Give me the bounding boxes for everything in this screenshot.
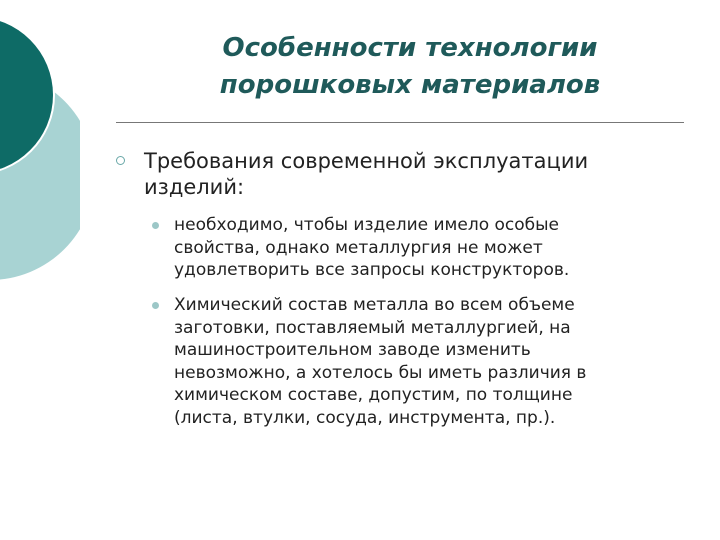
title-line-1: Особенности технологии — [222, 33, 598, 63]
main-bullet-line-1: Требования современной эксплуатации — [144, 149, 589, 173]
dot-bullet-icon — [152, 222, 159, 229]
sub-bullet-2-line-4: невозможно, а хотелось бы иметь различия в — [174, 362, 587, 383]
sub-bullet-2-line-2: заготовки, поставляемый металлургией, на — [174, 317, 571, 338]
sub-bullet-2-line-6: (листа, втулки, сосуда, инструмента, пр.). — [174, 407, 556, 428]
slide-title — [150, 30, 670, 104]
sub-bullet-1-line-2: свойства, однако металлургия не может — [174, 237, 543, 258]
main-bullet-line-2: изделий: — [144, 175, 245, 199]
title-divider — [116, 122, 684, 123]
sub-bullet-2-line-5: химическом составе, допустим, по толщине — [174, 385, 573, 405]
decorative-circles — [0, 0, 80, 300]
main-bullet-text — [144, 148, 684, 200]
sub-bullet-1-text — [174, 214, 684, 282]
sub-bullet-2-line-1: Химический состав металла во всем объеме — [174, 295, 575, 315]
sub-bullet-2-text — [174, 294, 684, 429]
hollow-circle-bullet-icon — [116, 156, 125, 165]
dot-bullet-icon — [152, 302, 159, 309]
title-line-2: порошковых материалов — [219, 70, 601, 100]
sub-bullet-1-line-3: удовлетворить все запросы конструкторов. — [174, 260, 570, 280]
sub-bullet-2-line-3: машиностроительном заводе изменить — [174, 340, 531, 360]
sub-bullet-1-line-1: необходимо, чтобы изделие имело особые — [174, 215, 560, 235]
